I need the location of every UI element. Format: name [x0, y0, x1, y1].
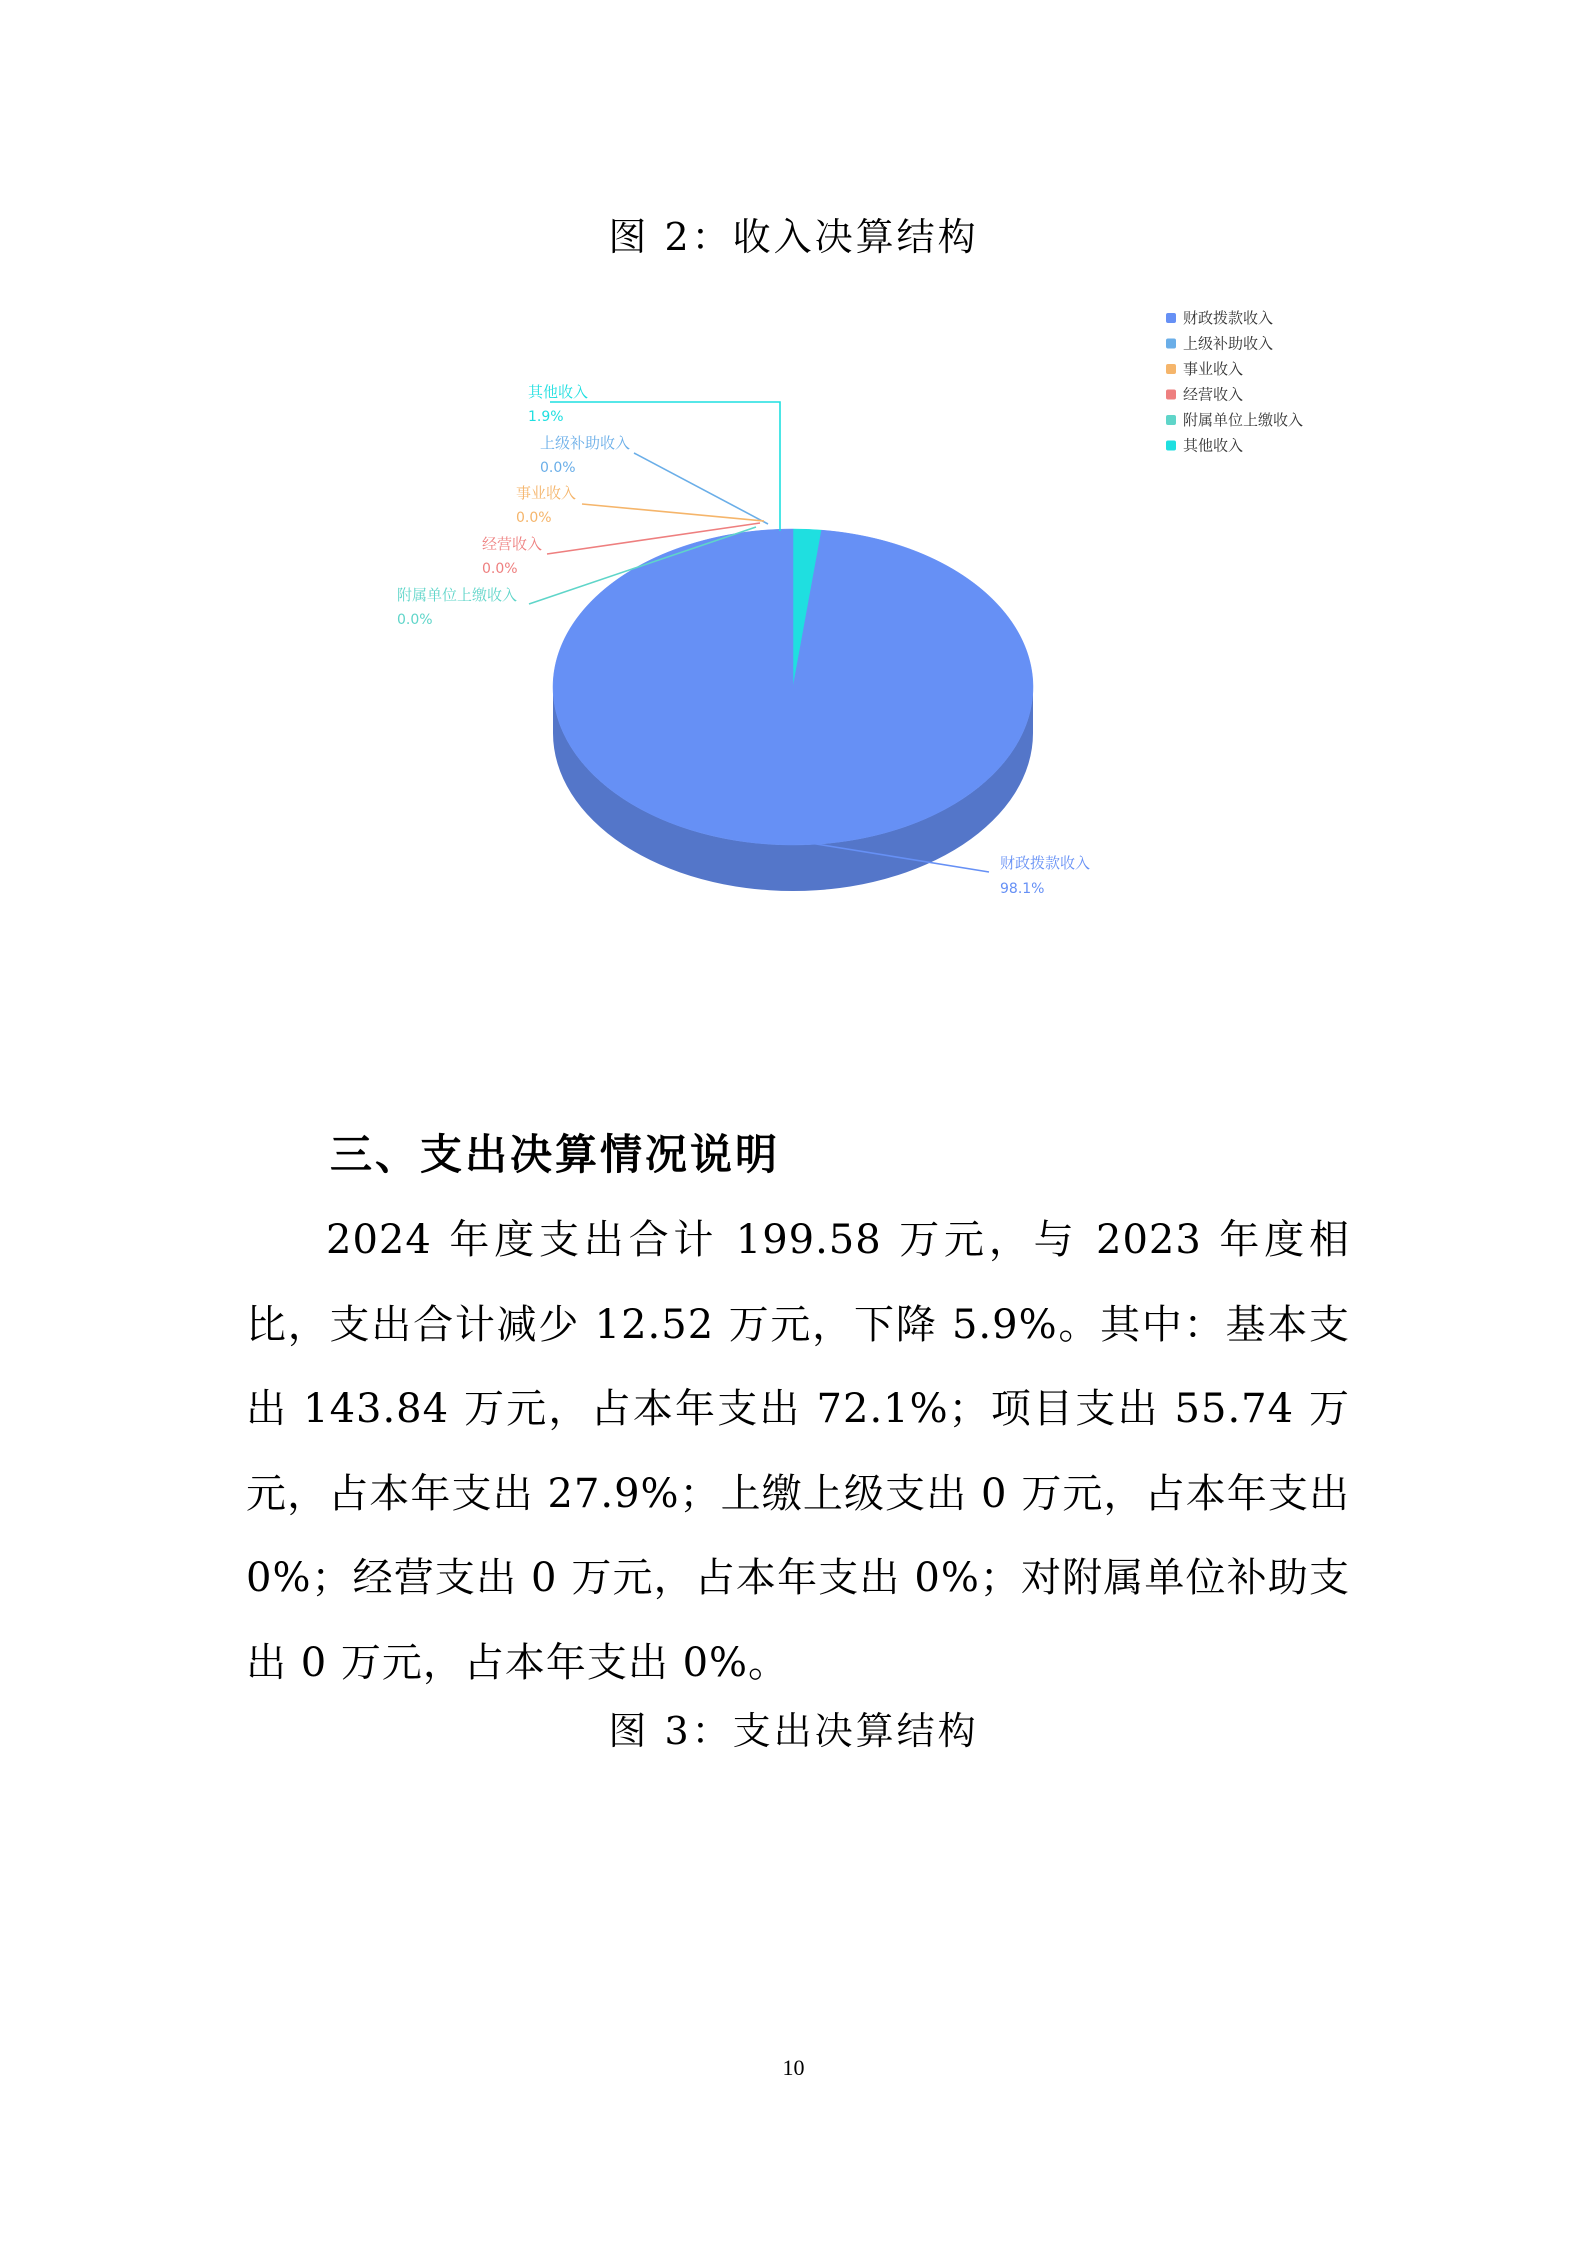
slice-value-superior-subsidy: 0.0% — [540, 460, 576, 476]
legend-marker-superior-subsidy — [1166, 339, 1176, 349]
legend-item-superior-subsidy: 上级补助收入 — [1183, 334, 1274, 353]
legend-item-operating-income: 经营收入 — [1183, 385, 1244, 404]
slice-label-fiscal-appropriation: 财政拨款收入 — [1000, 854, 1091, 872]
legend-item-business-income: 事业收入 — [1183, 360, 1244, 378]
legend-marker-business-income — [1166, 364, 1176, 374]
leader-line-superior-subsidy — [634, 453, 768, 524]
figure-3-caption: 图 3：支出决算结构 — [608, 1709, 979, 1753]
slice-value-business-income: 0.0% — [516, 510, 552, 526]
slice-value-fiscal-appropriation: 98.1% — [1000, 881, 1045, 897]
legend-marker-operating-income — [1166, 390, 1176, 400]
section-heading: 三、支出决算情况说明 — [330, 1130, 781, 1179]
slice-label-other-income: 其他收入 — [528, 383, 589, 401]
slice-label-affiliated-unit-remittance: 附属单位上缴收入 — [397, 586, 518, 604]
legend-item-fiscal-appropriation: 财政拨款收入 — [1183, 309, 1274, 327]
slice-value-operating-income: 0.0% — [482, 561, 518, 577]
legend-item-other-income: 其他收入 — [1183, 436, 1244, 455]
slice-label-business-income: 事业收入 — [516, 484, 577, 502]
slice-label-superior-subsidy: 上级补助收入 — [540, 434, 631, 452]
figure-2-caption: 图 2：收入决算结构 — [608, 215, 979, 259]
slice-value-affiliated-unit-remittance: 0.0% — [397, 612, 433, 628]
pie-slice-fiscal-appropriation — [553, 529, 1033, 845]
page-number: 10 — [782, 2055, 805, 2080]
slice-value-other-income: 1.9% — [528, 409, 564, 425]
legend-item-affiliated-unit-remittance: 附属单位上缴收入 — [1183, 411, 1304, 429]
expenditure-paragraph: 2024 年度支出合计 199.58 万元，与 2023 年度相比，支出合计减少 12.52 万元，下降 5.9%。其中：基本支出 143.84 万元，占本年支出 72.1%；项目支出 55.74 万元，占本年支出 27.9%；上缴上级支出 0 万元，占本年支出 0%；经营支出 0 万元，占本年支出 0%；对附属单位补助支出 0 万元，占本年支出 0%。 — [246, 1217, 1350, 1686]
legend-marker-affiliated-unit-remittance — [1166, 415, 1176, 425]
income-structure-pie-chart — [0, 0, 1587, 1000]
legend-marker-fiscal-appropriation — [1166, 313, 1176, 323]
slice-label-operating-income: 经营收入 — [482, 535, 543, 553]
legend-marker-other-income — [1166, 441, 1176, 451]
